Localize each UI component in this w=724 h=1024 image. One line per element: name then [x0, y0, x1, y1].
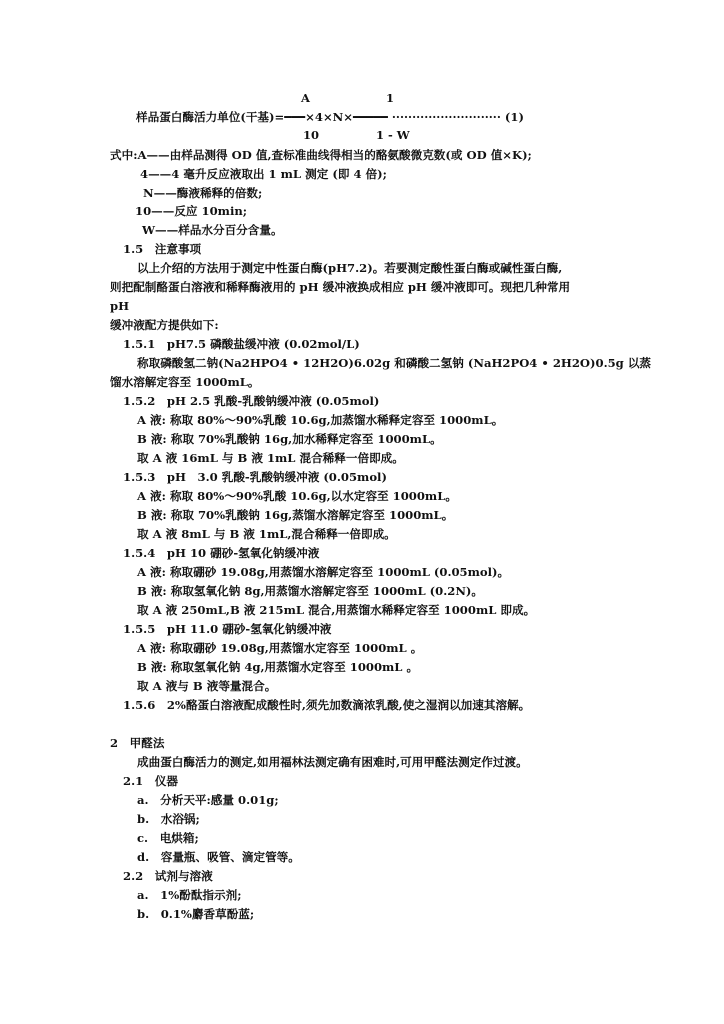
list-item: 取 A 液 8mL 与 B 液 1mL,混合稀释一倍即成。	[137, 527, 396, 541]
section-heading-1-5-3: 1.5.3 pH 3.0 乳酸-乳酸钠缓冲液 (0.05mol)	[123, 470, 387, 484]
section-heading-2-1: 2.1 仪器	[123, 774, 178, 788]
formula-legend-4: 4——4 毫升反应液取出 1 mL 测定 (即 4 倍);	[140, 167, 387, 181]
formula-legend-10: 10——反应 10min;	[135, 204, 248, 218]
paragraph-line: 馏水溶解定容至 1000mL。	[110, 375, 260, 389]
section-heading-1-5-5: 1.5.5 pH 11.0 硼砂-氢氧化钠缓冲液	[123, 622, 332, 636]
section-heading-1-5-2: 1.5.2 pH 2.5 乳酸-乳酸钠缓冲液 (0.05mol)	[123, 394, 380, 408]
formula-legend-a: 式中:A——由样品测得 OD 值,查标准曲线得相当的酪氨酸微克数(或 OD 值×K);	[110, 148, 532, 162]
list-item: b. 0.1%麝香草酚蓝;	[137, 907, 255, 921]
list-item: d. 容量瓶、吸管、滴定管等。	[137, 850, 300, 864]
list-item: b. 水浴锅;	[137, 812, 200, 826]
list-item: A 液: 称取硼砂 19.08g,用蒸馏水定容至 1000mL 。	[137, 641, 423, 655]
list-item: B 液: 称取 70%乳酸钠 16g,蒸馏水溶解定容至 1000mL。	[137, 508, 454, 522]
list-item: 取 A 液 16mL 与 B 液 1mL 混合稀释一倍即成。	[137, 451, 404, 465]
paragraph-line: 以上介绍的方法用于测定中性蛋白酶(pH7.2)。若要测定酸性蛋白酶或碱性蛋白酶,	[137, 261, 563, 275]
section-heading-1-5-4: 1.5.4 pH 10 硼砂-氢氧化钠缓冲液	[123, 546, 320, 560]
paragraph-line: 成曲蛋白酶活力的测定,如用福林法测定确有困难时,可用甲醛法测定作过渡。	[137, 755, 528, 769]
formula-denominator-b: 1 - W	[376, 128, 410, 142]
formula-legend-w: W——样品水分百分含量。	[142, 223, 283, 237]
list-item: a. 分析天平:感量 0.01g;	[137, 793, 279, 807]
formula-legend-n: N——酶液稀释的倍数;	[143, 186, 263, 200]
section-heading-1-5-1: 1.5.1 pH7.5 磷酸盐缓冲液 (0.02mol/L)	[123, 337, 360, 351]
list-item: A 液: 称取 80%～90%乳酸 10.6g,以水定容至 1000mL。	[137, 489, 457, 503]
section-heading-2: 2 甲醛法	[110, 736, 165, 750]
formula-numerator-b: 1	[386, 91, 395, 105]
list-item: 取 A 液与 B 液等量混合。	[137, 679, 277, 693]
paragraph-line: pH	[110, 299, 130, 313]
paragraph-line: 则把配制酪蛋白溶液和稀释酶液用的 pH 缓冲液换成相应 pH 缓冲液即可。现把几种常用	[110, 280, 571, 294]
list-item: c. 电烘箱;	[137, 831, 199, 845]
list-item: B 液: 称取氢氧化钠 8g,用蒸馏水溶解定容至 1000mL (0.2N)。	[137, 584, 483, 598]
list-item: a. 1%酚酞指示剂;	[137, 888, 242, 902]
list-item: 取 A 液 250mL,B 液 215mL 混合,用蒸馏水稀释定容至 1000mL 即成。	[137, 603, 536, 617]
paragraph-line: 称取磷酸氢二钠(Na2HPO4 • 12H2O)6.02g 和磷酸二氢钠 (NaH2PO4 • 2H2O)0.5g 以蒸	[137, 356, 652, 370]
list-item: B 液: 称取氢氧化钠 4g,用蒸馏水定容至 1000mL 。	[137, 660, 419, 674]
formula-main-line: 样品蛋白酶活力单位(干基)=━━━×4×N×━━━━━ ··························· (1)	[136, 110, 524, 124]
formula-denominator-a: 10	[303, 128, 320, 142]
list-item: B 液: 称取 70%乳酸钠 16g,加水稀释定容至 1000mL。	[137, 432, 442, 446]
section-heading-2-2: 2.2 试剂与溶液	[123, 869, 213, 883]
section-heading-1-5: 1.5 注意事项	[123, 242, 202, 256]
list-item: A 液: 称取硼砂 19.08g,用蒸馏水溶解定容至 1000mL (0.05mol)。	[137, 565, 510, 579]
section-heading-1-5-6: 1.5.6 2%酪蛋白溶液配成酸性时,须先加数滴浓乳酸,使之湿润以加速其溶解。	[123, 698, 531, 712]
paragraph-line: 缓冲液配方提供如下:	[110, 318, 219, 332]
list-item: A 液: 称取 80%～90%乳酸 10.6g,加蒸馏水稀释定容至 1000mL。	[137, 413, 504, 427]
formula-numerator-a: A	[301, 91, 310, 105]
